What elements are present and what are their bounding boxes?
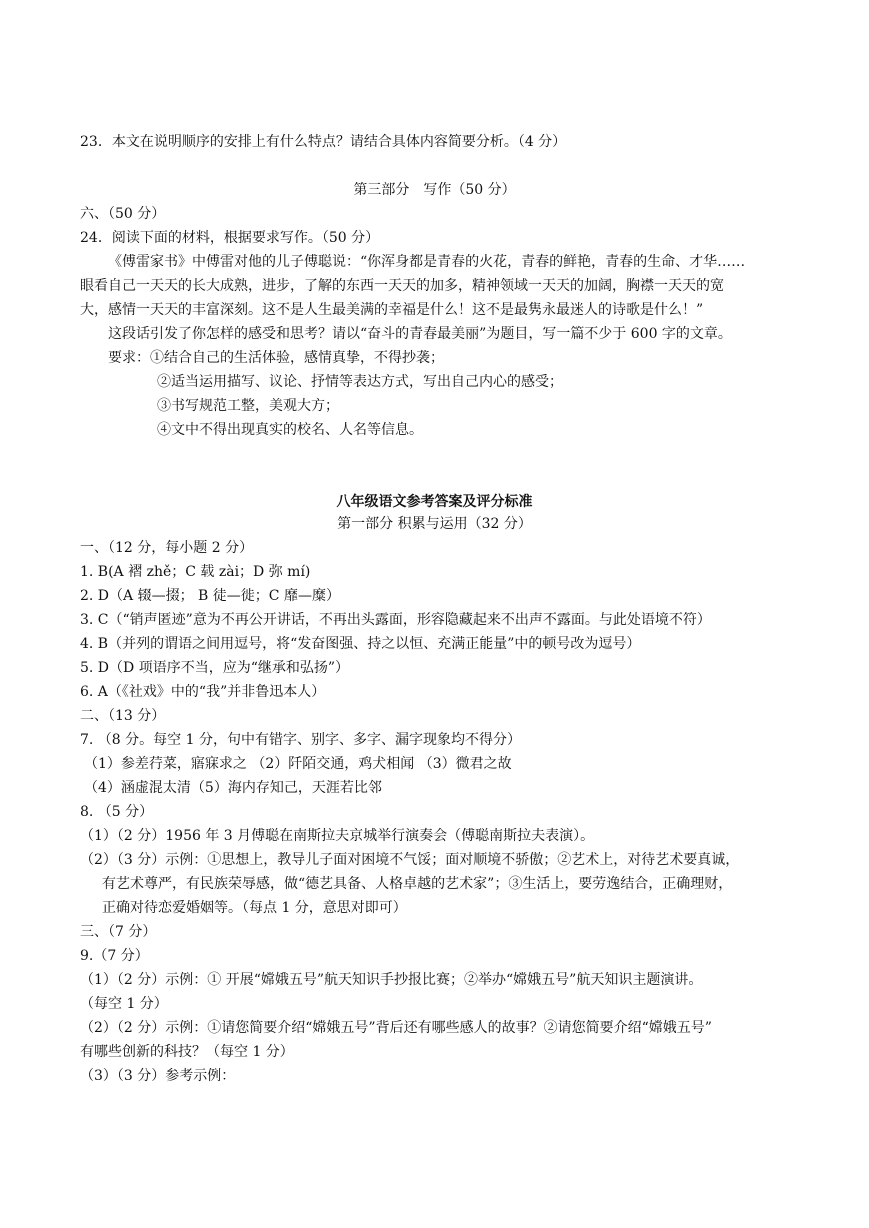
question-23: 23．本文在说明顺序的安排上有什么特点？请结合具体内容简要分析。（4 分） [80, 134, 567, 150]
answer-line: （1）参差荇菜，寤寐求之 （2）阡陌交通，鸡犬相闻 （3）微君之故 [84, 756, 512, 772]
answer-line: （3）（3 分）参考示例： [80, 1068, 236, 1084]
part1-heading: 第一部分 积累与运用（32 分） [337, 516, 532, 532]
material-line: 《傅雷家书》中傅雷对他的儿子傅聪说：“你浑身都是青春的火花，青春的鲜艳，青春的生命、才华…… [108, 254, 746, 270]
answer-line: （2）（2 分）示例：①请您简要介绍“嫦娥五号”背后还有哪些感人的故事？②请您简要介绍“嫦娥五号” [80, 1020, 712, 1036]
answer-line: （1）（2 分）1956 年 3 月傅聪在南斯拉夫京城举行演奏会（傅聪南斯拉夫表演）。 [80, 828, 595, 844]
question-24: 24．阅读下面的材料，根据要求写作。（50 分） [80, 230, 380, 246]
answer-line: 正确对待恋爱婚姻等。（每点 1 分，意思对即可） [102, 900, 407, 916]
answer-line: 三、（7 分） [80, 924, 157, 940]
requirement-line: ④文中不得出现真实的校名、人名等信息。 [157, 422, 423, 438]
material-line: 这段话引发了你怎样的感受和思考？请以“奋斗的青春最美丽”为题目，写一篇不少于 600 字的文章。 [108, 326, 732, 342]
answer-line: 一、（12 分，每小题 2 分） [80, 540, 254, 556]
answer-line: （4）涵虚混太清（5）海内存知己，天涯若比邻 [84, 780, 382, 796]
part3-heading: 第三部分 写作（50 分） [353, 182, 516, 198]
answer-line: 有艺术尊严，有民族荣辱感，做“德艺具备、人格卓越的艺术家”；③生活上，要劳逸结合，正确理财， [102, 876, 733, 892]
answer-line: 二、（13 分） [80, 708, 166, 724]
answer-line: 3. C（“销声匿迹”意为不再公开讲话，不再出头露面，形容隐藏起来不出声不露面。与此处语境不符） [80, 612, 711, 628]
material-line: 眼看自己一天天的长大成熟，进步，了解的东西一天天的加多，精神领域一天天的加阔，胸襟一天天的宽 [80, 278, 724, 294]
answer-key-title: 八年级语文参考答案及评分标准 [336, 494, 533, 510]
requirement-line: 要求：①结合自己的生活体验，感情真挚，不得抄袭； [108, 350, 444, 366]
answer-line: 9.（7 分） [80, 948, 149, 964]
requirement-line: ②适当运用描写、议论、抒情等表达方式，写出自己内心的感受； [157, 374, 563, 390]
answer-line: （2）（3 分）示例：①思想上，教导儿子面对困境不气馁；面对顺境不骄傲；②艺术上，对待艺术要真诚， [80, 852, 740, 868]
answer-line: 有哪些创新的科技？（每空 1 分） [80, 1044, 294, 1060]
material-line: 大，感情一天天的丰富深刻。这不是人生最美满的幸福是什么！这不是最隽永最迷人的诗歌是什么！” [80, 302, 704, 318]
answer-line: 4. B（并列的谓语之间用逗号，将“发奋图强、持之以恒、充满正能量”中的顿号改为逗号） [80, 636, 641, 652]
answer-line: 1. B(A 褶 zhě；C 载 zài；D 弥 mí) [80, 564, 311, 580]
answer-line: 8. （5 分） [80, 804, 154, 820]
answer-line: （1）（2 分）示例：① 开展“嫦娥五号”航天知识手抄报比赛；②举办“嫦娥五号”航天知识主题演讲。 [80, 972, 703, 988]
answer-line: 7. （8 分。每空 1 分，句中有错字、别字、多字、漏字现象均不得分） [80, 732, 521, 748]
requirement-line: ③书写规范工整，美观大方； [157, 398, 339, 414]
answer-line: 5. D（D 项语序不当，应为“继承和弘扬”） [80, 660, 350, 676]
answer-line: （每空 1 分） [80, 996, 168, 1012]
section-6-heading: 六、（50 分） [80, 206, 166, 222]
answer-line: 6. A（《社戏》中的“我”并非鲁迅本人） [80, 684, 326, 700]
answer-line: 2. D（A 辍—掇； B 徒—徙；C 靡—糜） [80, 588, 340, 604]
